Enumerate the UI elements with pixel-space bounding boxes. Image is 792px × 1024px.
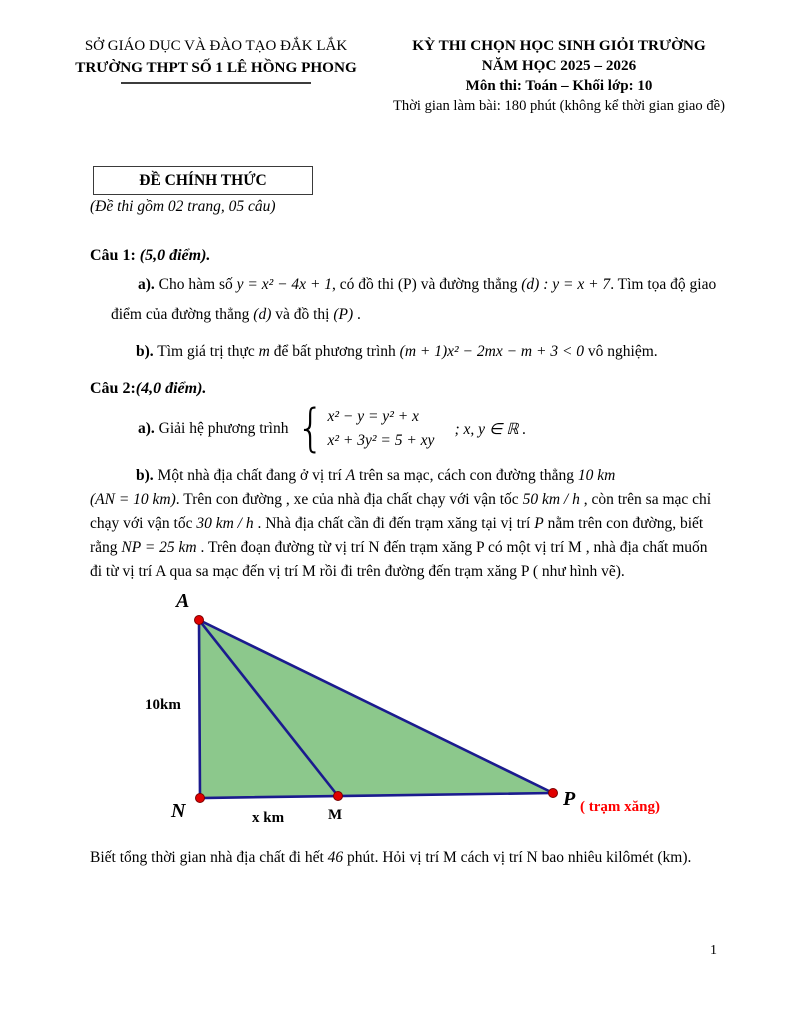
label-AN-length: 10km [145,697,181,713]
header-underline [121,82,311,84]
q2a-label: a). [138,420,155,437]
q2b-line1: b). Một nhà địa chất đang ở vị trí A trên sa mạc, cách con đường thẳng 10 km [136,467,616,484]
q1b-line: b). Tìm giá trị thực m để bất phương trình (m + 1)x² − 2mx − m + 3 < 0 vô nghiệm. [136,343,658,360]
equation-column [327,405,434,453]
q2a-system-row: a). Giải hệ phương trình { x² − y = y² + x x² + 3y² = 5 + xy ; x, y ∈ ℝ . [138,399,527,458]
subject-line: Môn thi: Toán – Khối lớp: 10 [465,78,653,94]
duration-line: Thời gian làm bài: 180 phút (không kể thời gian giao đề) [393,98,725,114]
q1b-inequality: (m + 1)x² − 2mx − m + 3 < 0 [399,343,585,360]
q1a-formula1: y = x² − 4x + 1 [236,276,333,293]
q2b-line5: đi từ vị trí A qua sa mạc đến vị trí M rồi đi trên đường đến trạm xăng P ( như hình vẽ). [90,563,625,580]
header-left-block [60,36,372,84]
vertex-N-dot [196,794,205,803]
question1-number: Câu 1 [90,247,131,264]
q1a-label: a). [138,276,155,293]
vertex-A-dot [195,616,204,625]
question2-heading [90,380,206,398]
q1a-line2: điểm của đường thẳng (d) và đồ thị (P) . [111,306,361,323]
q1b-label: b). [136,343,154,360]
question2-points: (4,0 điểm). [135,380,207,397]
school-year: NĂM HỌC 2025 – 2026 [481,57,637,74]
department-name: SỞ GIÁO DỤC VÀ ĐÀO TẠO ĐẮK LẮK [84,38,348,54]
label-M: M [328,807,343,823]
q2b-line2: (AN = 10 km). Trên con đường , xe của nhà địa chất chạy với vận tốc 50 km / h , còn trên sa mạc chỉ [90,491,712,508]
label-gas-station: ( trạm xăng) [580,799,660,815]
official-exam-box: ĐỀ CHÍNH THỨC [93,166,313,195]
vertex-P-dot [549,789,558,798]
equation-1: x² − y = y² + x [327,408,419,425]
page-number: 1 [710,943,717,958]
system-domain: ; x, y ∈ ℝ . [454,420,527,438]
question1-heading: Câu 1: (5,0 điểm). [90,247,211,264]
q1a-formula2: (d) : y = x + 7 [521,276,611,293]
label-A: A [176,590,190,612]
label-N: N [171,800,186,822]
triangle-ANP [199,620,553,798]
header-right-block [368,36,750,116]
question1-points: (5,0 điểm). [139,247,211,264]
closing-line: Biết tổng thời gian nhà địa chất đi hết 46 phút. Hỏi vị trí M cách vị trí N bao nhiêu kilômét (km). [90,849,692,866]
point-M-dot [334,792,343,801]
q2b-label: b). [136,467,154,484]
label-P: P [563,788,576,810]
triangle-figure [0,588,792,838]
equation-2: x² + 3y² = 5 + xy [327,432,435,449]
exam-subtitle: (Đề thi gồm 02 trang, 05 câu) [90,198,276,215]
triangle-svg [0,588,792,838]
q2b-line4: rằng NP = 25 km . Trên đoạn đường từ vị trí N đến trạm xăng P có một vị trí M , nhà địa chất muốn [90,539,708,556]
q1a-line1: a). Cho hàm số y = x² − 4x + 1, có đồ thi (P) và đường thẳng (d) : y = x + 7. Tìm tọa độ giao [138,276,717,293]
label-NM-length: x km [252,810,285,826]
school-name: TRƯỜNG THPT SỐ 1 LÊ HỒNG PHONG [75,59,357,76]
q2b-line3: chạy với vận tốc 30 km / h . Nhà địa chất cần đi đến trạm xăng tại vị trí P nằm trên con đường, biết [90,515,704,532]
closing-minutes: 46 [327,849,344,866]
system-brace: { [296,399,325,458]
question2-number: Câu 2: [90,380,136,397]
exam-title: KỲ THI CHỌN HỌC SINH GIỎI TRƯỜNG [412,37,706,54]
